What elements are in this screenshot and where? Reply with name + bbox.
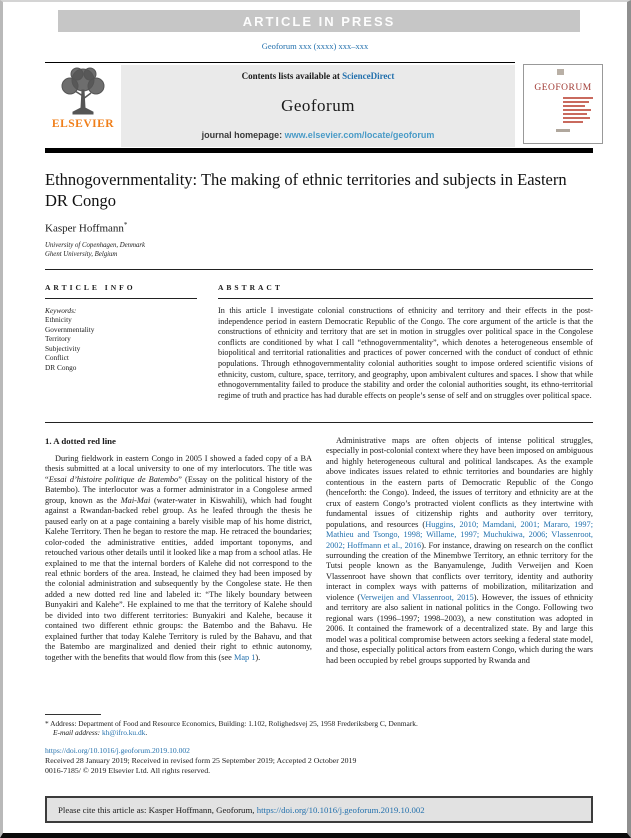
inline-link[interactable]: Map 1 — [233, 652, 256, 662]
abstract-heading: ABSTRACT — [218, 283, 283, 292]
text-segment: Essai d’histoire politique de Batembo — [48, 474, 179, 484]
affiliation-2: Ghent University, Belgium — [45, 250, 118, 258]
text-segment: Administrative maps are often objects of intense political struggles, especially in post-colonial context where they have been imposed on ambiguous and highly heterogeneous cultural and political landscapes. As the example above indicates issues related to ethnic territories and boundaries are highly contentious in the eastern parts of Democratic Republic of the Congo (henceforth: the Congo). Indeed, the issues of territory and ethnicity are at the crux of eastern Congo’s protracted violent conflicts as they intertwine with fundamental issues of citizenship rights and authority over territory, populations, and resources ( — [326, 436, 593, 529]
elsevier-logo[interactable] — [45, 65, 121, 147]
cite-text — [58, 805, 425, 815]
journal-citation-header: Geoforum xxx (xxxx) xxx–xxx — [261, 41, 369, 51]
section-1-heading: 1. A dotted red line — [45, 436, 116, 446]
cover-publisher-mark — [557, 69, 564, 75]
title-section-divider — [45, 269, 593, 270]
cover-journal-title: GEOFORUM — [534, 83, 592, 93]
author-name[interactable]: Kasper Hoffmann — [45, 222, 124, 235]
text-segment: journal homepage: — [201, 130, 285, 140]
article-in-press-banner — [58, 10, 580, 32]
cover-footer-mark — [556, 129, 570, 132]
body-left-column — [45, 454, 312, 663]
received-dates: Received 28 January 2019; Received in revised form 25 September 2019; Accepted 2 October 2019 — [45, 756, 357, 765]
abstract-column — [218, 283, 593, 401]
cover-editor-lines — [563, 97, 597, 123]
article-in-press-label: ARTICLE IN PRESS — [242, 13, 396, 29]
masthead-center — [121, 65, 515, 147]
journal-cover-thumbnail[interactable] — [523, 64, 603, 144]
body-right-column — [326, 436, 593, 666]
text-segment: Please cite this article as: Kasper Hoffmann, Geoforum, — [58, 804, 257, 815]
elsevier-wordmark: ELSEVIER — [51, 118, 115, 130]
inline-link[interactable]: Huggins, 2010; Mamdani, 2001; Mararo, 1997; Mathieu and Tsongo, 1998; Willame, 1997; Muchukiwa, 2006; Vlassenroot, 2002; Hoffmann et al., 2016 — [326, 519, 594, 550]
journal-title: Geoforum — [281, 95, 355, 115]
text-segment: ” (Essay on the political history of the Batembo). The interlocutor was a former administrator in a Congolese armed group, known as the — [45, 474, 312, 505]
footnote-rule — [45, 714, 101, 715]
text-segment: E-mail address: — [53, 728, 101, 738]
article-info-heading: ARTICLE INFO — [45, 283, 136, 292]
keyword-governmentality: Governmentality — [45, 324, 95, 334]
footnote-block — [45, 719, 593, 738]
text-segment: During fieldwork in eastern Congo in 2005 I showed a faded copy of a BA thesis submitted at a local university to one of my interlocutors. The title was “ — [45, 454, 312, 484]
keyword-subjectivity: Subjectivity — [45, 343, 81, 353]
affiliations — [45, 242, 145, 259]
keyword-conflict: Conflict — [45, 353, 69, 363]
text-segment: Contents lists available at — [241, 71, 343, 81]
contents-lists-line — [242, 71, 395, 81]
author-line — [45, 221, 127, 235]
keywords-label: Keywords: — [45, 306, 77, 315]
article-title: Ethnogovernmentality: The making of ethnic territories and subjects in Eastern DR Congo — [45, 170, 567, 210]
inline-link[interactable]: Verweijen and Vlassenroot, 2015 — [360, 592, 474, 602]
author-footnote-mark[interactable]: * — [123, 221, 128, 229]
keyword-ethnicity: Ethnicity — [45, 315, 72, 324]
text-segment: (water-water in Kiswahili), which had fought against a Rwandan-backed rebel group. As he leafed through the thesis he paused early on at a page containing a barely visible map of his home district, Kalehe Territory. Then he began to restore the map. He retraced the boundaries; color-coded the administrative entities, added important toponyms, and retouched various other details until it looked like a map from a school atlas. He explained to me that the internal borders of Kalehe did not correspond to the real ethnic borders of the area. Instead, he claimed they had been imposed by the colonial administration and subsequently by the Congolese state. He then added a new dotted red line and labeled it: “The likely boundary between Bunyakiri and Kalehe”. He explained to me that the territory of Kalehe should be divided into two different territories: Bunyakiri and Kalehe, because it contained two different ethnic groups: the Batembo and the Bahavu. He explained further that today Kalehe Territory is ruled by the Bahavu, and that the Batembo are marginalized and denied their right to ethnic autonomy, together with the benefits that would flow from this (see — [45, 495, 312, 662]
doi-link[interactable]: https://doi.org/10.1016/j.geoforum.2019.10.002 — [45, 746, 190, 755]
text-segment: . — [145, 728, 148, 738]
inline-link[interactable]: kh@ifro.ku.dk — [102, 728, 146, 738]
keyword-dr-congo: DR Congo — [45, 362, 77, 372]
text-segment: ). For instance, drawing on research on the conflict surrounding the creation of the Minembwe Territory, an ethnic territory for the Tutsi people known as the Banyamulenge, Judith Verweijen and Koen Vlassenroot have shown that conflicts over territory, identity and authority interact in complex ways with patterns of mobilization, militarization and violence ( — [326, 540, 593, 602]
abstract-rule — [218, 298, 593, 299]
inline-link[interactable]: www.elsevier.com/locate/geoforum — [284, 130, 435, 140]
keyword-territory: Territory — [45, 334, 71, 344]
journal-homepage-line — [202, 130, 435, 140]
article-info-rule — [45, 298, 197, 299]
abstract-bottom-divider — [45, 422, 593, 423]
inline-link[interactable]: ScienceDirect — [342, 71, 395, 81]
affiliation-1: University of Copenhagen, Denmark — [45, 242, 146, 249]
article-info-column — [45, 283, 197, 373]
footnote-address: * Address: Department of Food and Resource Economics, Building: 1.102, Rolighedsvej 25, 1958 Frederiksberg C, Denmark. — [45, 719, 418, 728]
text-segment: ). — [255, 652, 261, 662]
elsevier-tree-icon — [55, 66, 111, 118]
inline-link[interactable]: https://doi.org/10.1016/j.geoforum.2019.10.002 — [256, 804, 425, 815]
text-segment: ). However, the issues of ethnicity and territory are also salient in national politics in the Congo. Following two regional wars (1996–1997; 1998–2003), a new constitution was adopted in 2006. It contained the framework of a decentralized state. By and large this model was a political compromise between actors seeking a federal state model, and those, especially political actors from eastern Congo, which during the wars had been occupied by rebel groups supported by Rwanda and — [326, 592, 593, 665]
issn-copyright: 0016-7185/ © 2019 Elsevier Ltd. All rights reserved. — [45, 766, 211, 775]
please-cite-box — [45, 796, 593, 823]
masthead-divider — [45, 148, 593, 153]
footnote-email-line — [45, 728, 593, 737]
journal-masthead — [45, 62, 515, 148]
abstract-text: In this article I investigate colonial constructions of ethnicity and territory and their effects in the post-independence period in eastern Democratic Republic of the Congo. The core argument of the article is that the constructions of ethnicity and territory that are set in motion in struggles over political space in the Congolese conflicts are conditioned by what I call “ethnogovernmentality”, which denotes a heterogeneous ensemble of biopolitical and territorial rationalities and practices of power concerned with the conduct of conduct of ethnic populations. Through ethnogovernmentality colonial authorities sought to impose ordered scientific visions of ethnicity, custom, culture, space, territory, and geography, upon ambivalent cultures and spaces. I show that while ethnogovernmentality failed to produce the stability and order the colonial authorities sought, its ethno-territorial regime of truth and practice has had durable effects on people’s sense of self and on struggles over political space. — [218, 306, 593, 400]
text-segment: Mai-Mai — [120, 495, 151, 505]
